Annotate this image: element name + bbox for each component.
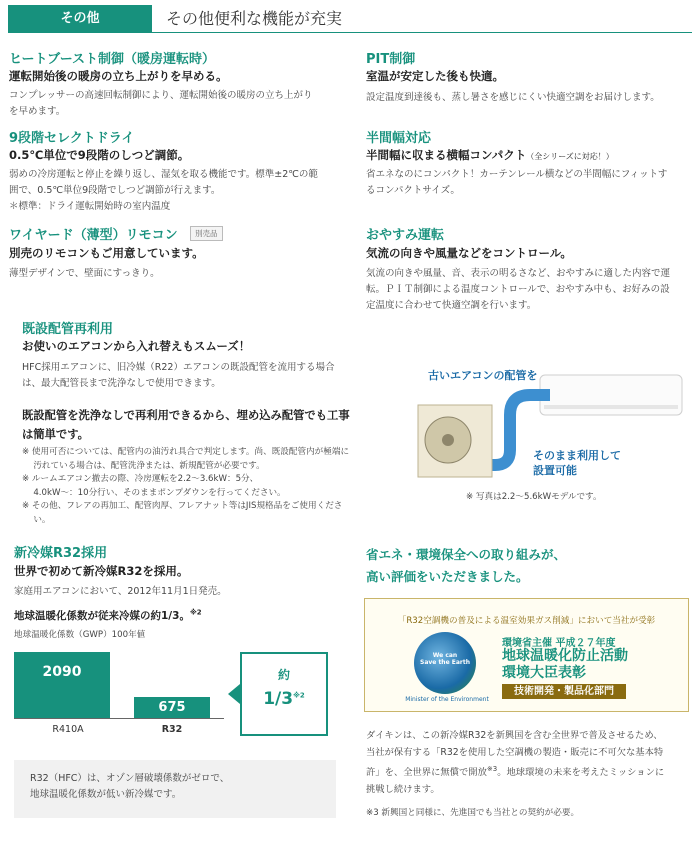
r32-subtitle: 世界で初めて新冷媒R32を採用。 xyxy=(14,564,189,578)
heat-boost-subtitle: 運転開始後の暖房の立ち上がりを早める。 xyxy=(9,69,228,83)
r32-note-box: R32（HFC）は、オゾン層破壊係数がゼロで、 地球温暖化係数が低い新冷媒です。 xyxy=(14,760,336,818)
callout-arrow xyxy=(228,684,240,704)
section-tag: その他 xyxy=(8,5,152,32)
label-old-piping: 古いエアコンの配管を xyxy=(428,369,538,382)
header-divider xyxy=(8,32,692,33)
earth-seal-icon: We can Save the Earth xyxy=(414,632,476,694)
pit-title: PIT制御 xyxy=(366,52,416,67)
reuse-notes: ※ 使用可否については、配管内の油汚れ具合で判定します。尚、既設配管内が極端に 汚れている場合は、配管洗浄または、新規配管が必要です。 ※ ルームエアコン撤去の際、冷房運転を2.2～3.6kW：5分、 4.0kW～：10分行い、そのままポンプダウンを行ってください。 ※ その他、フレアの再加工、配管肉厚、フレアナット等はJIS規格品をご使用くださ い。 xyxy=(22,447,350,525)
heat-boost-body: コンプレッサーの高速回転制御により、運転開始後の暖房の立ち上がり を早めます。 xyxy=(9,90,313,117)
pit-body: 設定温度到達後も、蒸し暑さを感じにくい快適空調をお届けします。 xyxy=(366,92,660,103)
chart-x-axis xyxy=(14,718,224,719)
award-caption: 「R32空調機の普及による温室効果ガス削減」において当社が受彰 xyxy=(397,616,656,626)
half-width-title: 半間幅対応 xyxy=(366,131,432,146)
reuse-title: 既設配管再利用 xyxy=(22,322,114,337)
half-width-body: 省エネなのにコンパクト！カーテンレール横などの半間幅にフィットす るコンパクトサイズ。 xyxy=(366,169,668,196)
optional-badge: 別売品 xyxy=(190,226,223,241)
r32-body: 家庭用エアコンにおいて、2012年11月1日発売。 xyxy=(14,586,227,597)
eco-note: ※3 新興国と同様に、先進国でも当社との契約が必要。 xyxy=(366,808,580,818)
callout-top: 約 xyxy=(277,668,290,682)
wired-remote-body: 薄型デザインで、壁面にすっきり。 xyxy=(9,268,160,279)
dry-body: 弱めの冷房運転と停止を繰り返し、湿気を取る機能です。標準±2℃の範 囲で、0.5℃単位9段階でしつど調節が行えます。 ＊標準：ドライ運転開始時の室内温度 xyxy=(9,169,318,212)
sleep-body: 気流の向きや風量、音、表示の明るさなど、おやすみに適した内容で運 転。ＰＩＴ制御による温度コントロールで、おやすみ中も、お好みの設 定温度に合わせて快適空調を行います。 xyxy=(366,268,671,311)
label-reuse: そのまま利用して 設置可能 xyxy=(533,449,621,477)
eco-title: 省エネ・環境保全への取り組みが、 高い評価をいただきました。 xyxy=(366,547,567,584)
wired-remote-title: ワイヤード（薄型）リモコン xyxy=(9,228,178,243)
heat-boost-title: ヒートブースト制御（暖房運転時） xyxy=(9,52,216,67)
sleep-subtitle: 気流の向きや風量などをコントロール。 xyxy=(366,246,572,260)
sleep-title: おやすみ運転 xyxy=(366,228,445,243)
reuse-body: HFC採用エアコンに、旧冷媒（R22）エアコンの既設配管を流用する場合 は、最大配管長まで洗浄なしで使用できます。 xyxy=(22,362,335,389)
bar-r32: 675 xyxy=(134,697,210,718)
one-third-callout xyxy=(240,652,328,736)
dry-title: 9段階セレクトドライ xyxy=(9,131,135,146)
page-title: その他便利な機能が充実 xyxy=(166,9,343,28)
photo-note: ※ 写真は2.2～5.6kWモデルです。 xyxy=(466,492,602,502)
eco-body: ダイキンは、この新冷媒R32を新興国を含む全世界で普及させるため、 当社が保有する「R32を使用した空調機の製造・販売に不可欠な基本特 許」を、全世界に無償で開放$^{※3}$。地球環境の未来を考えたミッションに 挑戦し続けます。 xyxy=(366,730,665,796)
callout-value: 1/3$^{※2}$ xyxy=(263,689,305,709)
dry-subtitle: 0.5℃単位で9段階のしつど調節。 xyxy=(9,148,190,162)
award-category-badge: 技術開発・製品化部門 xyxy=(502,684,626,699)
reuse-subtitle: お使いのエアコンから入れ替えもスムーズ！ xyxy=(22,339,251,353)
tick-label-r32: R32 xyxy=(161,724,183,735)
half-width-subtitle: 半間幅に収まる横幅コンパクト（全シリーズに対応！） xyxy=(366,148,614,162)
award-line1: 環境省主催 平成２７年度 xyxy=(502,638,616,649)
seal-footer: Minister of the Environment xyxy=(405,696,489,703)
pit-subtitle: 室温が安定した後も快適。 xyxy=(366,69,504,83)
tick-label-r410a: R410A xyxy=(52,724,84,735)
r32-title: 新冷媒R32採用 xyxy=(14,546,108,561)
reuse-bold-text: 既設配管を洗浄なしで再利用できるから、埋め込み配管でも工事 は簡単です。 xyxy=(22,409,350,441)
bar-r410a: 2090 xyxy=(14,652,110,718)
wired-remote-subtitle: 別売のリモコンもご用意しています。 xyxy=(9,246,204,260)
chart-ylabel: 地球温暖化係数（GWP）100年値 xyxy=(14,630,146,640)
award-line2-3: 地球温暖化防止活動 環境大臣表彰 xyxy=(502,648,628,681)
gwp-text: 地球温暖化係数が従来冷媒の約1/3。$^{※2}$ xyxy=(14,608,202,622)
